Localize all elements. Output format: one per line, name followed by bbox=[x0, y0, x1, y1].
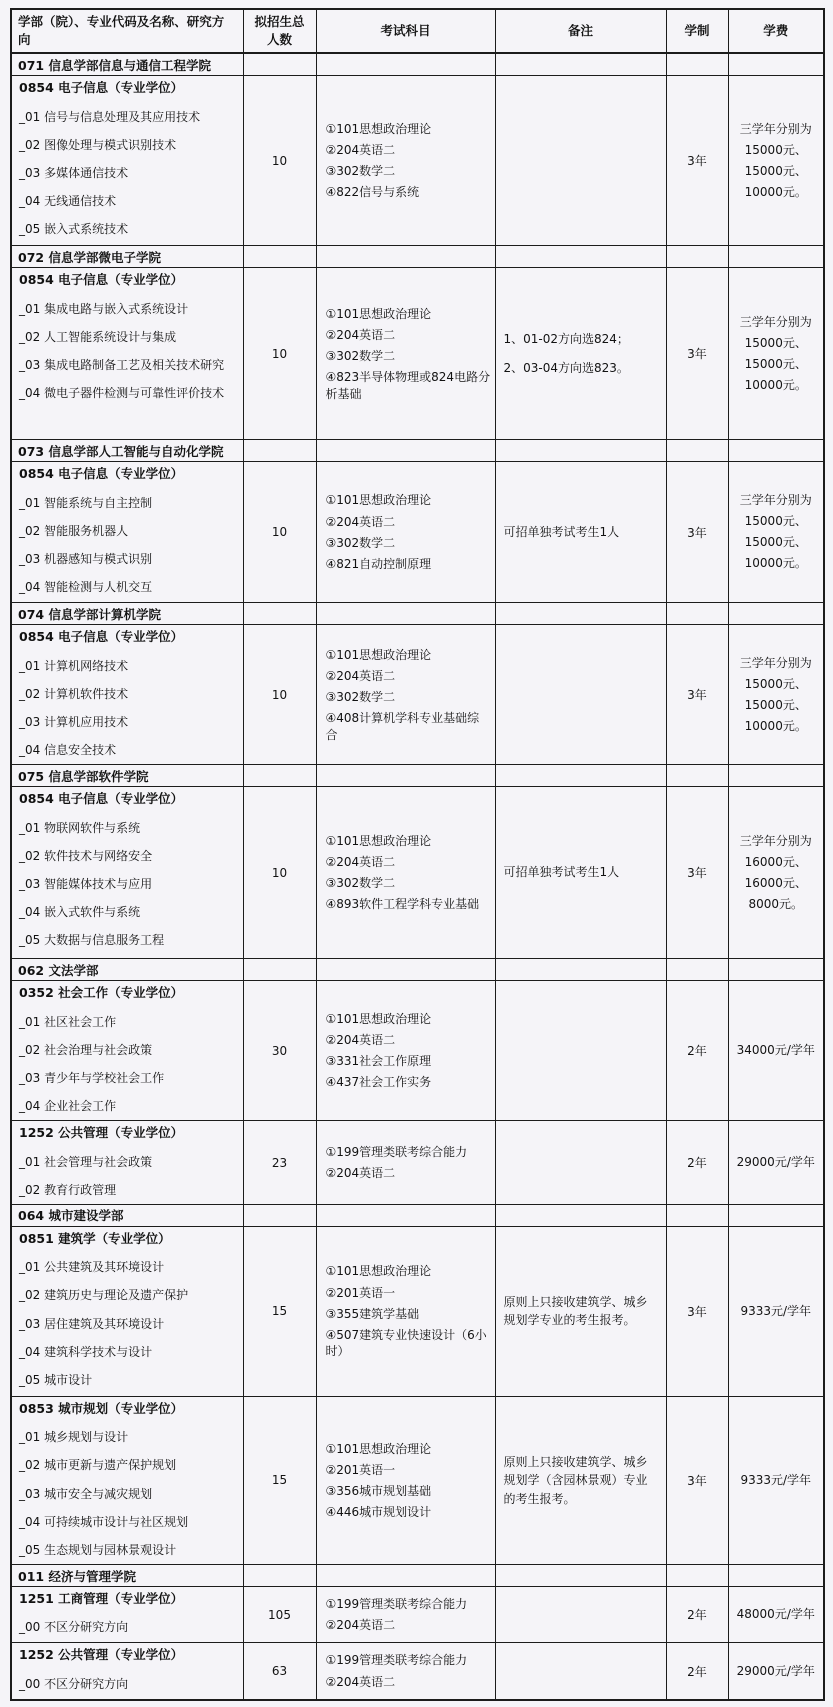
note-text: 原则上只接收建筑学、城乡规划学专业的考生报考。 bbox=[503, 1294, 648, 1328]
program-title: 0853 城市规划（专业学位） bbox=[19, 1400, 184, 1416]
duration-cell bbox=[666, 787, 728, 959]
research-direction: _02 社会治理与社会政策 bbox=[19, 1042, 153, 1057]
subjects-cell bbox=[316, 1226, 495, 1396]
empty-cell bbox=[316, 53, 495, 76]
program-cell bbox=[11, 462, 243, 603]
exam-subject: ②204英语二 bbox=[325, 514, 396, 529]
program-cell bbox=[11, 1396, 243, 1564]
research-direction: _04 无线通信技术 bbox=[19, 194, 117, 209]
empty-cell bbox=[666, 765, 728, 787]
exam-subject: ①101思想政治理论 bbox=[325, 121, 432, 136]
fee-cell bbox=[728, 76, 824, 246]
research-direction: _00 不区分研究方向 bbox=[19, 1676, 129, 1691]
empty-cell bbox=[243, 246, 316, 268]
program-row bbox=[11, 1226, 824, 1396]
header-exam-subjects: 考试科目 bbox=[316, 9, 495, 53]
research-direction: _04 信息安全技术 bbox=[19, 743, 117, 758]
exam-subject: ④507建筑专业快速设计（6小时） bbox=[325, 1327, 487, 1359]
fee-text: 29000元/学年 bbox=[736, 1663, 815, 1678]
note-text: 2、03-04方向选823。 bbox=[503, 360, 629, 375]
empty-cell bbox=[728, 765, 824, 787]
fee-text: 9333元/学年 bbox=[740, 1472, 812, 1487]
empty-cell bbox=[728, 603, 824, 625]
research-direction: _03 集成电路制备工艺及相关技术研究 bbox=[19, 357, 225, 372]
empty-cell bbox=[728, 246, 824, 268]
program-row bbox=[11, 787, 824, 959]
note-cell bbox=[495, 1121, 666, 1205]
fee-text: 15000元、 bbox=[744, 142, 807, 157]
empty-cell bbox=[243, 53, 316, 76]
program-cell bbox=[11, 1226, 243, 1396]
program-cell bbox=[11, 1587, 243, 1643]
empty-cell bbox=[316, 765, 495, 787]
program-cell bbox=[11, 268, 243, 440]
department-label: 071 信息学部信息与通信工程学院 bbox=[11, 53, 243, 76]
empty-cell bbox=[495, 959, 666, 981]
program-title: 0854 电子信息（专业学位） bbox=[19, 272, 184, 288]
exam-subject: ③302数学二 bbox=[325, 876, 396, 891]
research-direction: _04 可持续城市设计与社区规划 bbox=[19, 1514, 189, 1529]
exam-subject: ①101思想政治理论 bbox=[325, 833, 432, 848]
research-direction: _05 城市设计 bbox=[19, 1372, 93, 1387]
fee-text: 15000元、 bbox=[744, 514, 807, 529]
empty-cell bbox=[316, 1565, 495, 1587]
exam-subject: ②204英语二 bbox=[325, 1674, 396, 1689]
exam-subject: ②204英语二 bbox=[325, 327, 396, 342]
empty-cell bbox=[495, 440, 666, 462]
header-tuition: 学费 bbox=[728, 9, 824, 53]
fee-cell bbox=[728, 1587, 824, 1643]
quota-cell bbox=[243, 462, 316, 603]
exam-subject: ①101思想政治理论 bbox=[325, 1011, 432, 1026]
duration-value: 2年 bbox=[687, 1608, 707, 1623]
exam-subject: ③302数学二 bbox=[325, 690, 396, 705]
duration-cell bbox=[666, 462, 728, 603]
empty-cell bbox=[666, 1565, 728, 1587]
exam-subject: ①101思想政治理论 bbox=[325, 306, 432, 321]
program-row bbox=[11, 981, 824, 1121]
program-row bbox=[11, 76, 824, 246]
quota-value: 10 bbox=[271, 346, 288, 361]
department-row bbox=[11, 246, 824, 268]
fee-text: 15000元、 bbox=[744, 535, 807, 550]
note-text: 可招单独考试考生1人 bbox=[503, 865, 620, 880]
subjects-cell bbox=[316, 1396, 495, 1564]
empty-cell bbox=[728, 53, 824, 76]
empty-cell bbox=[495, 603, 666, 625]
note-cell bbox=[495, 1396, 666, 1564]
department-label: 064 城市建设学部 bbox=[11, 1204, 243, 1226]
table-body bbox=[11, 53, 824, 1700]
note-cell bbox=[495, 1643, 666, 1700]
quota-cell bbox=[243, 1643, 316, 1700]
fee-text: 三学年分别为 bbox=[739, 833, 812, 848]
duration-value: 3年 bbox=[687, 154, 707, 169]
program-row bbox=[11, 1121, 824, 1205]
research-direction: _04 智能检测与人机交互 bbox=[19, 580, 153, 595]
fee-text: 9333元/学年 bbox=[740, 1303, 812, 1318]
research-direction: _01 智能系统与自主控制 bbox=[19, 495, 153, 510]
fee-text: 8000元。 bbox=[748, 896, 804, 911]
quota-cell bbox=[243, 1121, 316, 1205]
program-title: 1252 公共管理（专业学位） bbox=[19, 1647, 184, 1663]
empty-cell bbox=[495, 1565, 666, 1587]
exam-subject: ③302数学二 bbox=[325, 349, 396, 364]
research-direction: _02 软件技术与网络安全 bbox=[19, 848, 153, 863]
research-direction: _02 人工智能系统设计与集成 bbox=[19, 329, 177, 344]
quota-cell bbox=[243, 1396, 316, 1564]
empty-cell bbox=[243, 765, 316, 787]
quota-cell bbox=[243, 787, 316, 959]
program-title: 1252 公共管理（专业学位） bbox=[19, 1125, 184, 1141]
department-label: 074 信息学部计算机学院 bbox=[11, 603, 243, 625]
empty-cell bbox=[243, 1565, 316, 1587]
program-row bbox=[11, 1643, 824, 1700]
research-direction: _04 嵌入式软件与系统 bbox=[19, 905, 141, 920]
research-direction: _01 物联网软件与系统 bbox=[19, 820, 141, 835]
quota-cell bbox=[243, 1587, 316, 1643]
subjects-cell bbox=[316, 1587, 495, 1643]
note-cell bbox=[495, 625, 666, 765]
research-direction: _01 集成电路与嵌入式系统设计 bbox=[19, 301, 189, 316]
program-title: 0854 电子信息（专业学位） bbox=[19, 791, 184, 807]
research-direction: _04 微电子器件检测与可靠性评价技术 bbox=[19, 386, 225, 401]
quota-value: 10 bbox=[271, 687, 288, 702]
department-row bbox=[11, 603, 824, 625]
research-direction: _00 不区分研究方向 bbox=[19, 1620, 129, 1635]
exam-subject: ③355建筑学基础 bbox=[325, 1306, 420, 1321]
duration-cell bbox=[666, 268, 728, 440]
duration-value: 3年 bbox=[687, 347, 707, 362]
quota-value: 105 bbox=[268, 1607, 291, 1622]
subjects-cell bbox=[316, 76, 495, 246]
duration-value: 3年 bbox=[687, 1304, 707, 1319]
duration-value: 3年 bbox=[687, 1473, 707, 1488]
fee-cell bbox=[728, 1226, 824, 1396]
exam-subject: ④823半导体物理或824电路分析基础 bbox=[325, 370, 491, 401]
fee-cell bbox=[728, 1121, 824, 1205]
exam-subject: ④408计算机学科专业基础综合 bbox=[325, 711, 480, 742]
quota-cell bbox=[243, 76, 316, 246]
duration-cell bbox=[666, 981, 728, 1121]
duration-cell bbox=[666, 1587, 728, 1643]
subjects-cell bbox=[316, 981, 495, 1121]
research-direction: _02 图像处理与模式识别技术 bbox=[19, 137, 177, 152]
department-label: 075 信息学部软件学院 bbox=[11, 765, 243, 787]
program-title: 0854 电子信息（专业学位） bbox=[19, 466, 184, 482]
note-text: 可招单独考试考生1人 bbox=[503, 524, 620, 539]
exam-subject: ①199管理类联考综合能力 bbox=[325, 1597, 468, 1612]
empty-cell bbox=[728, 959, 824, 981]
subjects-cell bbox=[316, 1643, 495, 1700]
exam-subject: ①101思想政治理论 bbox=[325, 1264, 432, 1279]
empty-cell bbox=[316, 959, 495, 981]
quota-value: 10 bbox=[271, 525, 288, 540]
fee-text: 三学年分别为 bbox=[739, 314, 812, 329]
duration-cell bbox=[666, 625, 728, 765]
fee-cell bbox=[728, 1396, 824, 1564]
exam-subject: ②204英语二 bbox=[325, 668, 396, 683]
exam-subject: ①101思想政治理论 bbox=[325, 1441, 432, 1456]
quota-value: 10 bbox=[271, 865, 288, 880]
fee-text: 10000元。 bbox=[744, 556, 807, 571]
exam-subject: ②201英语一 bbox=[325, 1462, 396, 1477]
empty-cell bbox=[495, 765, 666, 787]
empty-cell bbox=[243, 440, 316, 462]
quota-cell bbox=[243, 625, 316, 765]
department-label: 073 信息学部人工智能与自动化学院 bbox=[11, 440, 243, 462]
header-remarks: 备注 bbox=[495, 9, 666, 53]
fee-text: 三学年分别为 bbox=[739, 493, 812, 508]
quota-value: 30 bbox=[271, 1043, 288, 1058]
research-direction: _01 公共建筑及其环境设计 bbox=[19, 1260, 165, 1275]
quota-cell bbox=[243, 981, 316, 1121]
fee-text: 15000元、 bbox=[744, 335, 807, 350]
note-cell bbox=[495, 787, 666, 959]
program-row bbox=[11, 268, 824, 440]
program-title: 1251 工商管理（专业学位） bbox=[19, 1591, 184, 1607]
fee-text: 29000元/学年 bbox=[736, 1155, 815, 1170]
research-direction: _03 智能媒体技术与应用 bbox=[19, 876, 153, 891]
empty-cell bbox=[495, 1204, 666, 1226]
empty-cell bbox=[316, 1204, 495, 1226]
program-row bbox=[11, 1587, 824, 1643]
program-title: 0352 社会工作（专业学位） bbox=[19, 985, 184, 1001]
empty-cell bbox=[666, 53, 728, 76]
subjects-cell bbox=[316, 1121, 495, 1205]
fee-text: 10000元。 bbox=[744, 377, 807, 392]
exam-subject: ①199管理类联考综合能力 bbox=[325, 1653, 468, 1668]
fee-cell bbox=[728, 268, 824, 440]
empty-cell bbox=[666, 959, 728, 981]
research-direction: _04 企业社会工作 bbox=[19, 1099, 117, 1114]
fee-text: 10000元。 bbox=[744, 718, 807, 733]
research-direction: _04 建筑科学技术与设计 bbox=[19, 1344, 153, 1359]
department-row bbox=[11, 1565, 824, 1587]
research-direction: _01 城乡规划与设计 bbox=[19, 1430, 129, 1445]
research-direction: _05 嵌入式系统技术 bbox=[19, 222, 129, 237]
research-direction: _02 教育行政管理 bbox=[19, 1182, 117, 1197]
empty-cell bbox=[728, 1565, 824, 1587]
note-text: 1、01-02方向选824； bbox=[503, 332, 629, 347]
research-direction: _05 大数据与信息服务工程 bbox=[19, 933, 165, 948]
research-direction: _03 计算机应用技术 bbox=[19, 714, 129, 729]
fee-text: 48000元/学年 bbox=[736, 1607, 815, 1622]
quota-value: 10 bbox=[271, 153, 288, 168]
research-direction: _01 信号与信息处理及其应用技术 bbox=[19, 109, 201, 124]
duration-cell bbox=[666, 1121, 728, 1205]
quota-value: 23 bbox=[271, 1155, 288, 1170]
fee-text: 15000元、 bbox=[744, 676, 807, 691]
quota-value: 15 bbox=[271, 1473, 288, 1488]
fee-text: 15000元、 bbox=[744, 163, 807, 178]
exam-subject: ④446城市规划设计 bbox=[325, 1505, 432, 1520]
program-cell bbox=[11, 787, 243, 959]
program-title: 0854 电子信息（专业学位） bbox=[19, 80, 184, 96]
program-cell bbox=[11, 1643, 243, 1700]
fee-text: 三学年分别为 bbox=[739, 655, 812, 670]
empty-cell bbox=[495, 246, 666, 268]
empty-cell bbox=[316, 603, 495, 625]
program-cell bbox=[11, 1121, 243, 1205]
fee-text: 三学年分别为 bbox=[739, 121, 812, 136]
empty-cell bbox=[243, 1204, 316, 1226]
note-cell bbox=[495, 1587, 666, 1643]
exam-subject: ②204英语二 bbox=[325, 1166, 396, 1181]
exam-subject: ③302数学二 bbox=[325, 164, 396, 179]
duration-value: 2年 bbox=[687, 1664, 707, 1679]
fee-cell bbox=[728, 981, 824, 1121]
department-label: 072 信息学部微电子学院 bbox=[11, 246, 243, 268]
empty-cell bbox=[666, 440, 728, 462]
exam-subject: ①101思想政治理论 bbox=[325, 647, 432, 662]
empty-cell bbox=[666, 246, 728, 268]
exam-subject: ②204英语二 bbox=[325, 1033, 396, 1048]
research-direction: _01 计算机网络技术 bbox=[19, 658, 129, 673]
note-text: 原则上只接收建筑学、城乡规划学（含园林景观）专业的考生报考。 bbox=[503, 1454, 648, 1506]
fee-cell bbox=[728, 625, 824, 765]
research-direction: _03 居住建筑及其环境设计 bbox=[19, 1316, 165, 1331]
duration-value: 3年 bbox=[687, 525, 707, 540]
department-row bbox=[11, 1204, 824, 1226]
research-direction: _03 城市安全与减灾规划 bbox=[19, 1486, 153, 1501]
header-duration: 学制 bbox=[666, 9, 728, 53]
exam-subject: ③356城市规划基础 bbox=[325, 1483, 432, 1498]
fee-text: 34000元/学年 bbox=[736, 1043, 815, 1058]
note-cell bbox=[495, 76, 666, 246]
empty-cell bbox=[495, 53, 666, 76]
exam-subject: ②204英语二 bbox=[325, 1618, 396, 1633]
research-direction: _03 多媒体通信技术 bbox=[19, 165, 129, 180]
exam-subject: ④437社会工作实务 bbox=[325, 1075, 432, 1090]
admissions-table bbox=[10, 8, 825, 1701]
research-direction: _01 社会管理与社会政策 bbox=[19, 1154, 153, 1169]
subjects-cell bbox=[316, 787, 495, 959]
note-cell bbox=[495, 462, 666, 603]
fee-text: 16000元、 bbox=[744, 854, 807, 869]
research-direction: _02 建筑历史与理论及遗产保护 bbox=[19, 1288, 189, 1303]
subjects-cell bbox=[316, 625, 495, 765]
empty-cell bbox=[243, 959, 316, 981]
subjects-cell bbox=[316, 268, 495, 440]
header-department-major: 学部（院）、专业代码及名称、研究方向 bbox=[11, 9, 243, 53]
empty-cell bbox=[316, 440, 495, 462]
exam-subject: ②201英语一 bbox=[325, 1285, 396, 1300]
header-row bbox=[11, 9, 824, 53]
subjects-cell bbox=[316, 462, 495, 603]
exam-subject: ④821自动控制原理 bbox=[325, 556, 432, 571]
program-row bbox=[11, 1396, 824, 1564]
fee-text: 16000元、 bbox=[744, 875, 807, 890]
empty-cell bbox=[316, 246, 495, 268]
program-cell bbox=[11, 981, 243, 1121]
duration-value: 2年 bbox=[687, 1156, 707, 1171]
fee-text: 15000元、 bbox=[744, 697, 807, 712]
note-cell bbox=[495, 1226, 666, 1396]
fee-cell bbox=[728, 787, 824, 959]
research-direction: _02 计算机软件技术 bbox=[19, 686, 129, 701]
duration-cell bbox=[666, 1226, 728, 1396]
note-cell bbox=[495, 268, 666, 440]
program-cell bbox=[11, 625, 243, 765]
department-row bbox=[11, 765, 824, 787]
header-planned-enrollment: 拟招生总人数 bbox=[243, 9, 316, 53]
duration-cell bbox=[666, 1396, 728, 1564]
duration-value: 3年 bbox=[687, 688, 707, 703]
exam-subject: ④822信号与系统 bbox=[325, 185, 420, 200]
department-label: 062 文法学部 bbox=[11, 959, 243, 981]
research-direction: _02 城市更新与遗产保护规划 bbox=[19, 1458, 177, 1473]
exam-subject: ①101思想政治理论 bbox=[325, 493, 432, 508]
empty-cell bbox=[666, 1204, 728, 1226]
quota-value: 63 bbox=[271, 1664, 288, 1679]
program-title: 0851 建筑学（专业学位） bbox=[19, 1230, 171, 1246]
research-direction: _03 机器感知与模式识别 bbox=[19, 551, 153, 566]
research-direction: _02 智能服务机器人 bbox=[19, 523, 129, 538]
duration-cell bbox=[666, 1643, 728, 1700]
empty-cell bbox=[243, 603, 316, 625]
exam-subject: ②204英语二 bbox=[325, 143, 396, 158]
exam-subject: ①199管理类联考综合能力 bbox=[325, 1144, 468, 1159]
research-direction: _05 生态规划与园林景观设计 bbox=[19, 1542, 177, 1557]
quota-cell bbox=[243, 1226, 316, 1396]
research-direction: _01 社区社会工作 bbox=[19, 1014, 117, 1029]
duration-value: 3年 bbox=[687, 866, 707, 881]
fee-text: 15000元、 bbox=[744, 356, 807, 371]
fee-text: 10000元。 bbox=[744, 184, 807, 199]
program-title: 0854 电子信息（专业学位） bbox=[19, 629, 184, 645]
fee-cell bbox=[728, 1643, 824, 1700]
exam-subject: ③331社会工作原理 bbox=[325, 1054, 432, 1069]
department-row bbox=[11, 959, 824, 981]
empty-cell bbox=[728, 440, 824, 462]
quota-cell bbox=[243, 268, 316, 440]
program-row bbox=[11, 625, 824, 765]
quota-value: 15 bbox=[271, 1304, 288, 1319]
program-row bbox=[11, 462, 824, 603]
empty-cell bbox=[728, 1204, 824, 1226]
note-cell bbox=[495, 981, 666, 1121]
department-label: 011 经济与管理学院 bbox=[11, 1565, 243, 1587]
exam-subject: ③302数学二 bbox=[325, 535, 396, 550]
department-row bbox=[11, 440, 824, 462]
exam-subject: ④893软件工程学科专业基础 bbox=[325, 897, 480, 912]
research-direction: _03 青少年与学校社会工作 bbox=[19, 1070, 165, 1085]
department-row bbox=[11, 53, 824, 76]
duration-value: 2年 bbox=[687, 1044, 707, 1059]
duration-cell bbox=[666, 76, 728, 246]
exam-subject: ②204英语二 bbox=[325, 855, 396, 870]
fee-cell bbox=[728, 462, 824, 603]
empty-cell bbox=[666, 603, 728, 625]
program-cell bbox=[11, 76, 243, 246]
